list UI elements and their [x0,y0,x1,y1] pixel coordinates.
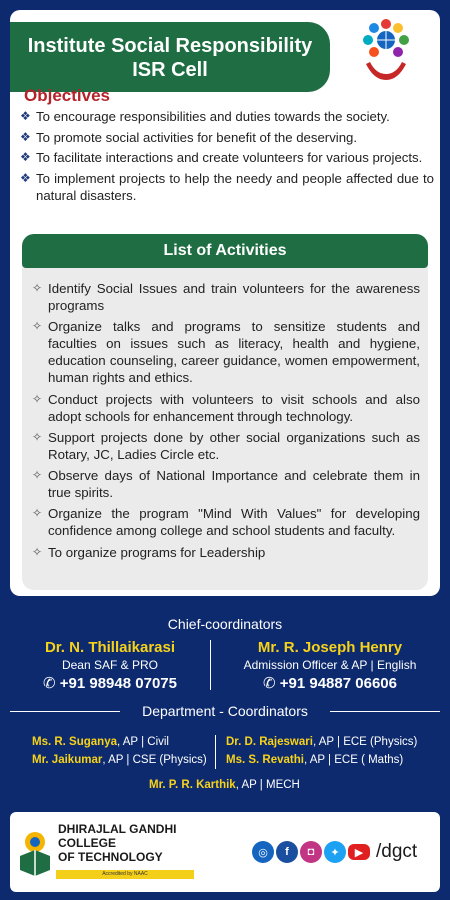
diamond-bullet-icon: ❖ [20,150,31,164]
list-item: ✧ Conduct projects with volunteers to visit schools and also adopt schools for enhancement through technology. [32,391,420,424]
list-item: ❖ To promote social activities for benefit of the deserving. [20,129,358,145]
list-item: ✧ To organize programs for Leadership [32,544,266,560]
star-bullet-icon: ✧ [32,429,43,444]
divider [210,640,211,690]
list-item: ✧ Organize the program "Mind With Values" for developing confidence among college and school students and faculty. [32,506,420,539]
list-item: ✧ Support projects done by other social organizations such as Rotary, JC, Ladies Circle etc. [32,429,420,462]
coordinator-role: Admission Officer & AP | English [243,658,417,672]
phone-icon: ✆ [43,675,60,692]
list-item: ✧ Identify Social Issues and train volunteers for the awareness programs [32,281,420,313]
dept-coordinator: Ms. R. Suganya, AP | Civil [32,736,169,748]
star-bullet-icon: ✧ [32,544,43,559]
isr-card [10,10,440,596]
dept-coordinator: Mr. Jaikumar, AP | CSE (Physics) [32,754,207,766]
diamond-bullet-icon: ❖ [20,129,31,144]
list-item: ❖ To facilitate interactions and create volunteers for various projects. [20,150,423,165]
coordinator-name: Mr. R. Joseph Henry [257,639,403,656]
star-bullet-icon: ✧ [32,391,43,406]
chief-coordinator-left [10,638,210,695]
list-item: ✧ Organize talks and programs to sensitize students and faculties on issues such as literacy, health and hygiene, education counseling, career guidance, women empowerment, human rights and ethics. [32,319,420,386]
instagram-icon[interactable]: ◘ [300,841,322,863]
social-links [252,840,417,864]
coordinator-phone[interactable]: ✆ +91 94887 06606 [263,675,397,692]
college-name: DHIRAJLAL GANDHI COLLEGE OF TECHNOLOGY [58,822,177,864]
divider [215,735,216,769]
college-logo-icon [16,828,54,878]
dept-coordinator: Dr. D. Rajeswari, AP | ECE (Physics) [226,736,418,748]
list-item: ❖ To encourage responsibilities and duties towards the society. [20,109,390,124]
twitter-icon[interactable]: ✦ [324,841,346,863]
coordinator-role: Dean SAF & PRO [61,658,159,672]
diamond-bullet-icon: ❖ [20,109,31,123]
star-bullet-icon: ✧ [32,506,43,521]
phone-icon: ✆ [263,675,280,692]
objectives-list [18,108,434,208]
title-banner [10,22,330,92]
chief-coordinator-right [225,638,435,695]
coordinator-name: Dr. N. Thillaikarasi [44,639,176,656]
facebook-icon[interactable]: f [276,841,298,863]
list-item: ✧ Observe days of National Importance and celebrate them in true spirits. [32,468,420,501]
chief-coordinators-heading: Chief-coordinators [167,616,283,632]
page-title: Institute Social Responsibility [27,35,313,57]
star-bullet-icon: ✧ [32,319,43,334]
objectives-heading: Objectives [24,86,110,105]
isr-hands-globe-logo [360,14,412,90]
social-handle: /dgct [376,841,418,862]
dept-coordinator: Mr. P. R. Karthik, AP | MECH [149,779,300,791]
department-coordinators-heading: Department - Coordinators [0,703,450,719]
accreditation-bar: Accredited by NAAC [56,870,194,879]
dept-coordinator: Ms. S. Revathi, AP | ECE ( Maths) [226,754,404,766]
globe-icon[interactable]: ◎ [252,841,274,863]
coordinator-phone[interactable]: ✆ +91 98948 07075 [43,675,177,692]
footer [10,812,440,892]
star-bullet-icon: ✧ [32,468,43,483]
star-bullet-icon: ✧ [32,281,43,295]
activities-heading: List of Activities [22,234,428,268]
activities-list [30,280,420,565]
activities-box [22,234,428,590]
youtube-icon[interactable]: ▶ [348,844,370,860]
page-subtitle: ISR Cell [132,59,208,81]
diamond-bullet-icon: ❖ [20,170,31,185]
list-item: ❖ To implement projects to help the needy and people affected due to natural disasters. [20,170,434,203]
